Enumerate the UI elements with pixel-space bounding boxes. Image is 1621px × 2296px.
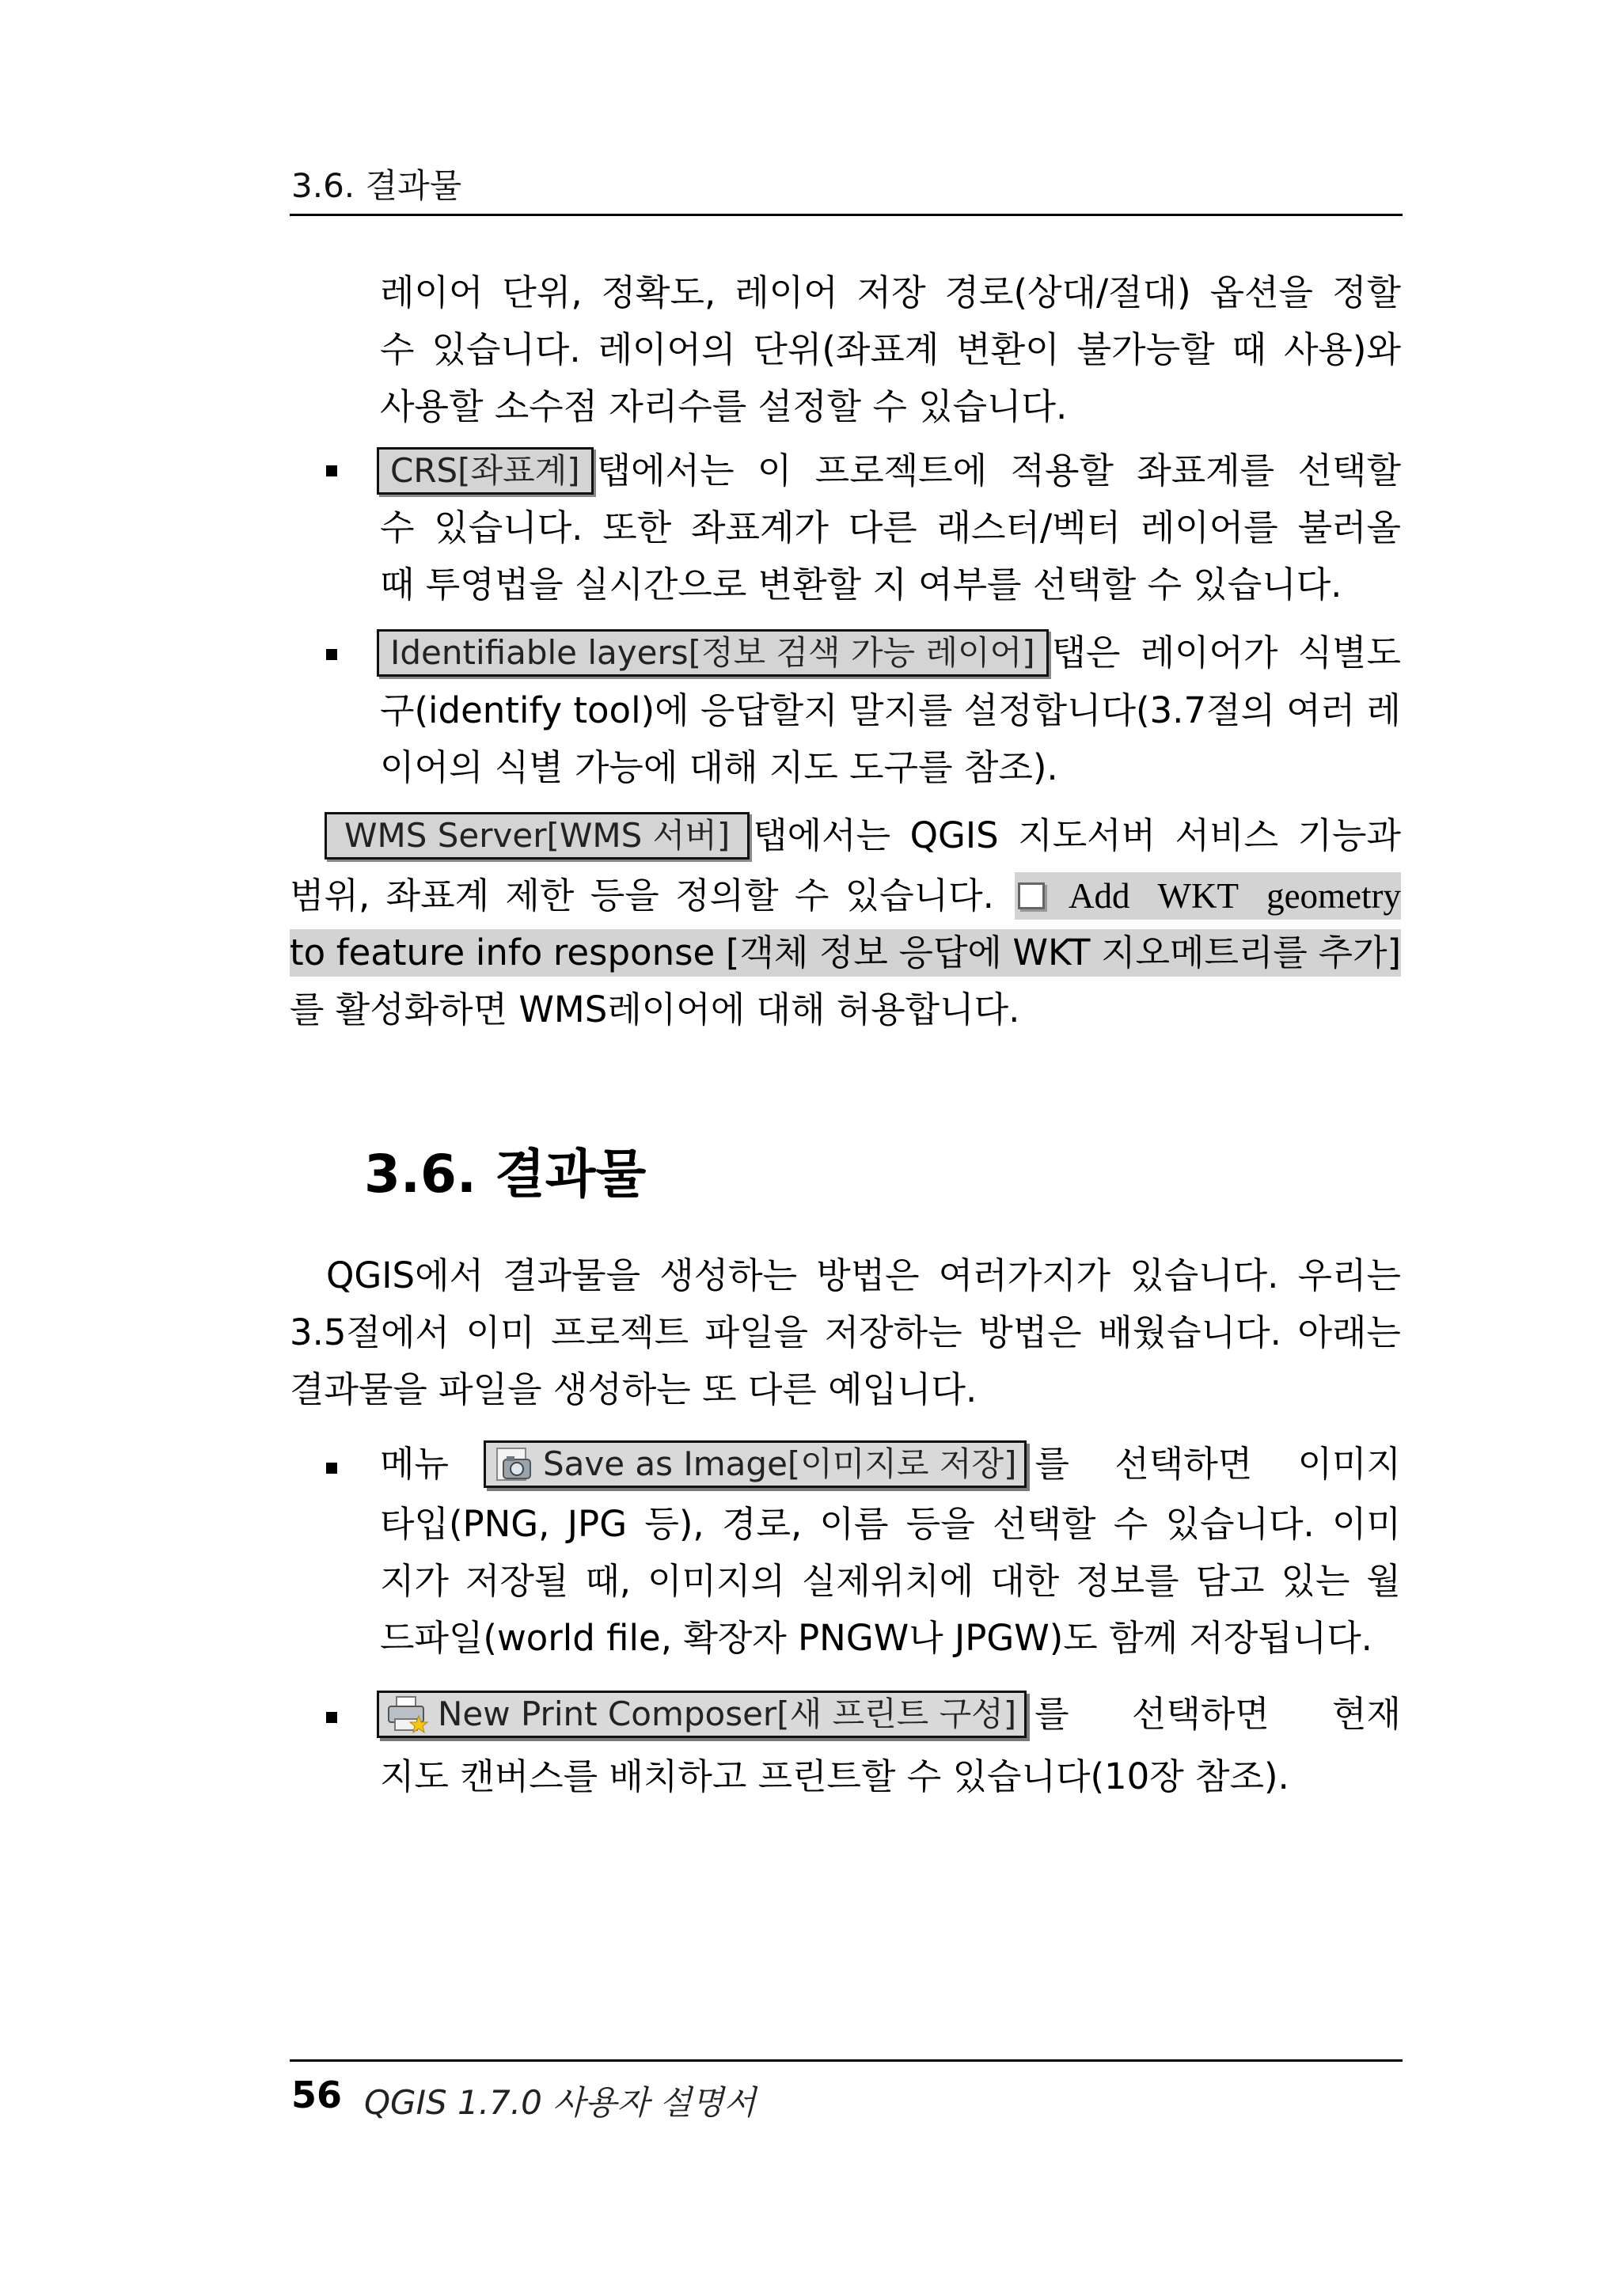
word: 레이어를 [1140, 507, 1278, 548]
checkbox-icon[interactable] [1018, 882, 1045, 909]
bullet-marker [326, 465, 337, 476]
word: feature [336, 932, 465, 973]
word: 다른 [848, 507, 917, 548]
word: 3.5절에서 [290, 1311, 450, 1353]
word: geometry [1266, 876, 1401, 916]
word: 래스터/벡터 [936, 507, 1122, 548]
word: 여러 [1286, 689, 1356, 731]
word: 선택하면 [1131, 1693, 1270, 1735]
word: 제한 [505, 875, 575, 917]
save-image-line-3 [380, 1558, 1401, 1605]
bullet-marker [326, 649, 337, 660]
wms-line-1 [325, 812, 1401, 860]
word: 선택할 [993, 1503, 1096, 1545]
output-line-1 [326, 1252, 1401, 1300]
section-title: 3.6. 결과물 [364, 1144, 647, 1205]
word: WKT [1157, 876, 1239, 916]
word: 있습니다. [845, 875, 994, 917]
running-header: 3.6. 결과물 [291, 166, 462, 205]
wms-line-3 [290, 929, 1401, 977]
word: 이 [757, 450, 792, 491]
word: QGIS에서 [326, 1254, 484, 1296]
word: 설정합니다(3.7절의 [963, 689, 1276, 731]
word: 지가 [380, 1560, 449, 1602]
word: 추가] [1318, 932, 1401, 973]
intro-line-3: 사용할 소수점 자리수를 설정할 수 있습니다. [380, 385, 1068, 427]
word: 말지를 [848, 689, 953, 731]
word: 실제위치에 [801, 1560, 974, 1602]
crs-tab-button[interactable]: CRS[좌표계] [377, 447, 594, 495]
crs-line-3: 때 투영법을 실시간으로 변환할 지 여부를 선택할 수 있습니다. [380, 564, 1342, 605]
word: 아래는 [1297, 1311, 1401, 1353]
word: 이미지의 [647, 1560, 785, 1602]
word: 서비스 [1175, 814, 1279, 856]
bullet-marker [326, 1463, 337, 1474]
word: WKT [1012, 932, 1091, 973]
word: 선택하면 [1114, 1443, 1253, 1485]
save-as-image-label: Save as Image[이미지로 저장] [542, 1444, 1017, 1483]
word: 타입(PNG, [380, 1503, 550, 1545]
wms-server-tab-button[interactable]: WMS Server[WMS 서버] [325, 812, 750, 860]
word: 적용할 [1010, 450, 1114, 491]
word: QGIS [909, 814, 999, 856]
word: 불가능할 [1076, 328, 1215, 370]
footer-rule [290, 2059, 1403, 2062]
word: 를 [1034, 1443, 1069, 1485]
word: 있습니다. [434, 507, 583, 548]
word: 담고 [1195, 1560, 1265, 1602]
camera-icon [494, 1445, 533, 1483]
crs-line-2 [380, 504, 1401, 552]
word: info [475, 932, 543, 973]
word: 있는 [1281, 1560, 1350, 1602]
wkt-geometry-option[interactable] [1015, 872, 1401, 920]
word: response [552, 932, 716, 973]
word: 기능과 [1297, 814, 1401, 856]
intro-line-2 [380, 326, 1401, 374]
menu-label: 메뉴 [380, 1443, 449, 1485]
output-line-3: 결과물을 파일을 생성하는 또 다른 예입니다. [290, 1368, 978, 1410]
word: 있습니다. [431, 328, 581, 370]
print-line-1 [377, 1691, 1401, 1738]
word: 좌표계가 [691, 507, 829, 548]
word: 사용)와 [1283, 328, 1401, 370]
book-title: QGIS 1.7.0 사용자 설명서 [364, 2083, 757, 2122]
word: 정보 [818, 932, 888, 973]
word: 선택할 [1297, 450, 1401, 491]
word: 지오메트리를 [1101, 932, 1308, 973]
word: 변환이 [956, 328, 1060, 370]
word: 이미 [1332, 1503, 1401, 1545]
word: 탭에서는 [753, 814, 891, 856]
word: to [290, 932, 326, 973]
bullet-marker [326, 1712, 337, 1723]
word: 또한 [602, 507, 672, 548]
word: 레이어의 [598, 328, 736, 370]
word: 등을 [905, 1503, 975, 1545]
word: 월 [1366, 1560, 1401, 1602]
word: 저장하는 [824, 1311, 962, 1353]
new-print-composer-button[interactable] [377, 1691, 1027, 1738]
word: 때 [1232, 328, 1266, 370]
word: 프로젝트에 [814, 450, 988, 491]
word: 단위, [502, 271, 583, 313]
crs-line-1 [377, 447, 1401, 495]
word: 여러가지가 [938, 1254, 1111, 1296]
wms-line-4: 를 활성화하면 WMS레이어에 대해 허용합니다. [290, 989, 1020, 1030]
word: 레이어 [735, 271, 838, 313]
word: 생성하는 [659, 1254, 798, 1296]
identifiable-layers-tab-button[interactable]: Identifiable layers[정보 검색 가능 레이어] [377, 629, 1049, 677]
word: 정의할 [675, 875, 779, 917]
word: 범위, [290, 875, 370, 917]
word: Add [1069, 876, 1130, 916]
word: 이름 [819, 1503, 889, 1545]
word: 수 [794, 875, 829, 917]
identifiable-line-1 [377, 629, 1401, 677]
print-line-2: 지도 캔버스를 배치하고 프린트할 수 있습니다(10장 참조). [380, 1755, 1289, 1797]
header-rule [290, 214, 1403, 216]
save-image-line-4: 드파일(world file, 확장자 PNGW나 JPGW)도 함께 저장됩니다. [380, 1617, 1372, 1659]
word: 응답에 [898, 932, 1002, 973]
identifiable-line-2 [380, 687, 1401, 734]
word: 좌표계 [385, 875, 490, 917]
word: 수 [380, 328, 415, 370]
save-image-line-2 [380, 1501, 1401, 1548]
word: 우리는 [1297, 1254, 1401, 1296]
word: 지도서버 [1018, 814, 1156, 856]
intro-line-1 [380, 269, 1401, 317]
page-number: 56 [291, 2074, 343, 2116]
word: 경로(상대/절대) [944, 271, 1191, 313]
word: 파일을 [704, 1311, 809, 1353]
word: 구(identify [380, 689, 563, 731]
word: 옵션을 [1209, 271, 1314, 313]
word: 탭에서는 [596, 450, 735, 491]
word: 수 [380, 507, 415, 548]
word: 정보를 [1076, 1560, 1179, 1602]
word: 탭은 [1051, 632, 1121, 674]
word: 배웠습니다. [1098, 1311, 1281, 1353]
word: 있습니다. [1129, 1254, 1279, 1296]
word: 정할 [1331, 271, 1401, 313]
word: 이미 [465, 1311, 535, 1353]
wms-line-2 [290, 872, 1401, 920]
word: 레이어가 [1140, 632, 1278, 674]
word: 저장될 [465, 1560, 569, 1602]
word: JPG [567, 1503, 628, 1545]
save-as-image-button[interactable] [484, 1440, 1027, 1488]
word: 등을 [590, 875, 659, 917]
word: 방법은 [816, 1254, 920, 1296]
word: 경로, [722, 1503, 803, 1545]
word: 식별도 [1297, 632, 1401, 674]
new-print-composer-label: New Print Composer[새 프린트 구성] [438, 1694, 1017, 1733]
word: 수 [1113, 1503, 1148, 1545]
save-image-line-1 [380, 1440, 1401, 1488]
word: 방법은 [978, 1311, 1082, 1353]
word: 레 [1366, 689, 1401, 731]
identifiable-line-3: 이어의 식별 가능에 대해 지도 도구를 참조). [380, 746, 1058, 788]
word: 현재 [1332, 1693, 1401, 1735]
word: 정확도, [601, 271, 716, 313]
word: 결과물을 [503, 1254, 641, 1296]
word: 불러올 [1297, 507, 1401, 548]
printer-icon [387, 1695, 428, 1733]
word: 저장 [856, 271, 926, 313]
word: 이미지 [1297, 1443, 1401, 1485]
word: 때, [585, 1560, 632, 1602]
output-line-2 [290, 1309, 1401, 1357]
word: 를 [1034, 1693, 1069, 1735]
word: 단위(좌표계 [753, 328, 940, 370]
word: 프로젝트 [551, 1311, 689, 1353]
word: tool)에 [573, 689, 689, 731]
word: 대한 [990, 1560, 1060, 1602]
word: 있습니다. [1165, 1503, 1315, 1545]
word: 좌표계를 [1137, 450, 1275, 491]
word: 등), [644, 1503, 704, 1545]
word: [객체 [725, 932, 809, 973]
word: 응답할지 [700, 689, 838, 731]
word: 레이어 [380, 271, 484, 313]
